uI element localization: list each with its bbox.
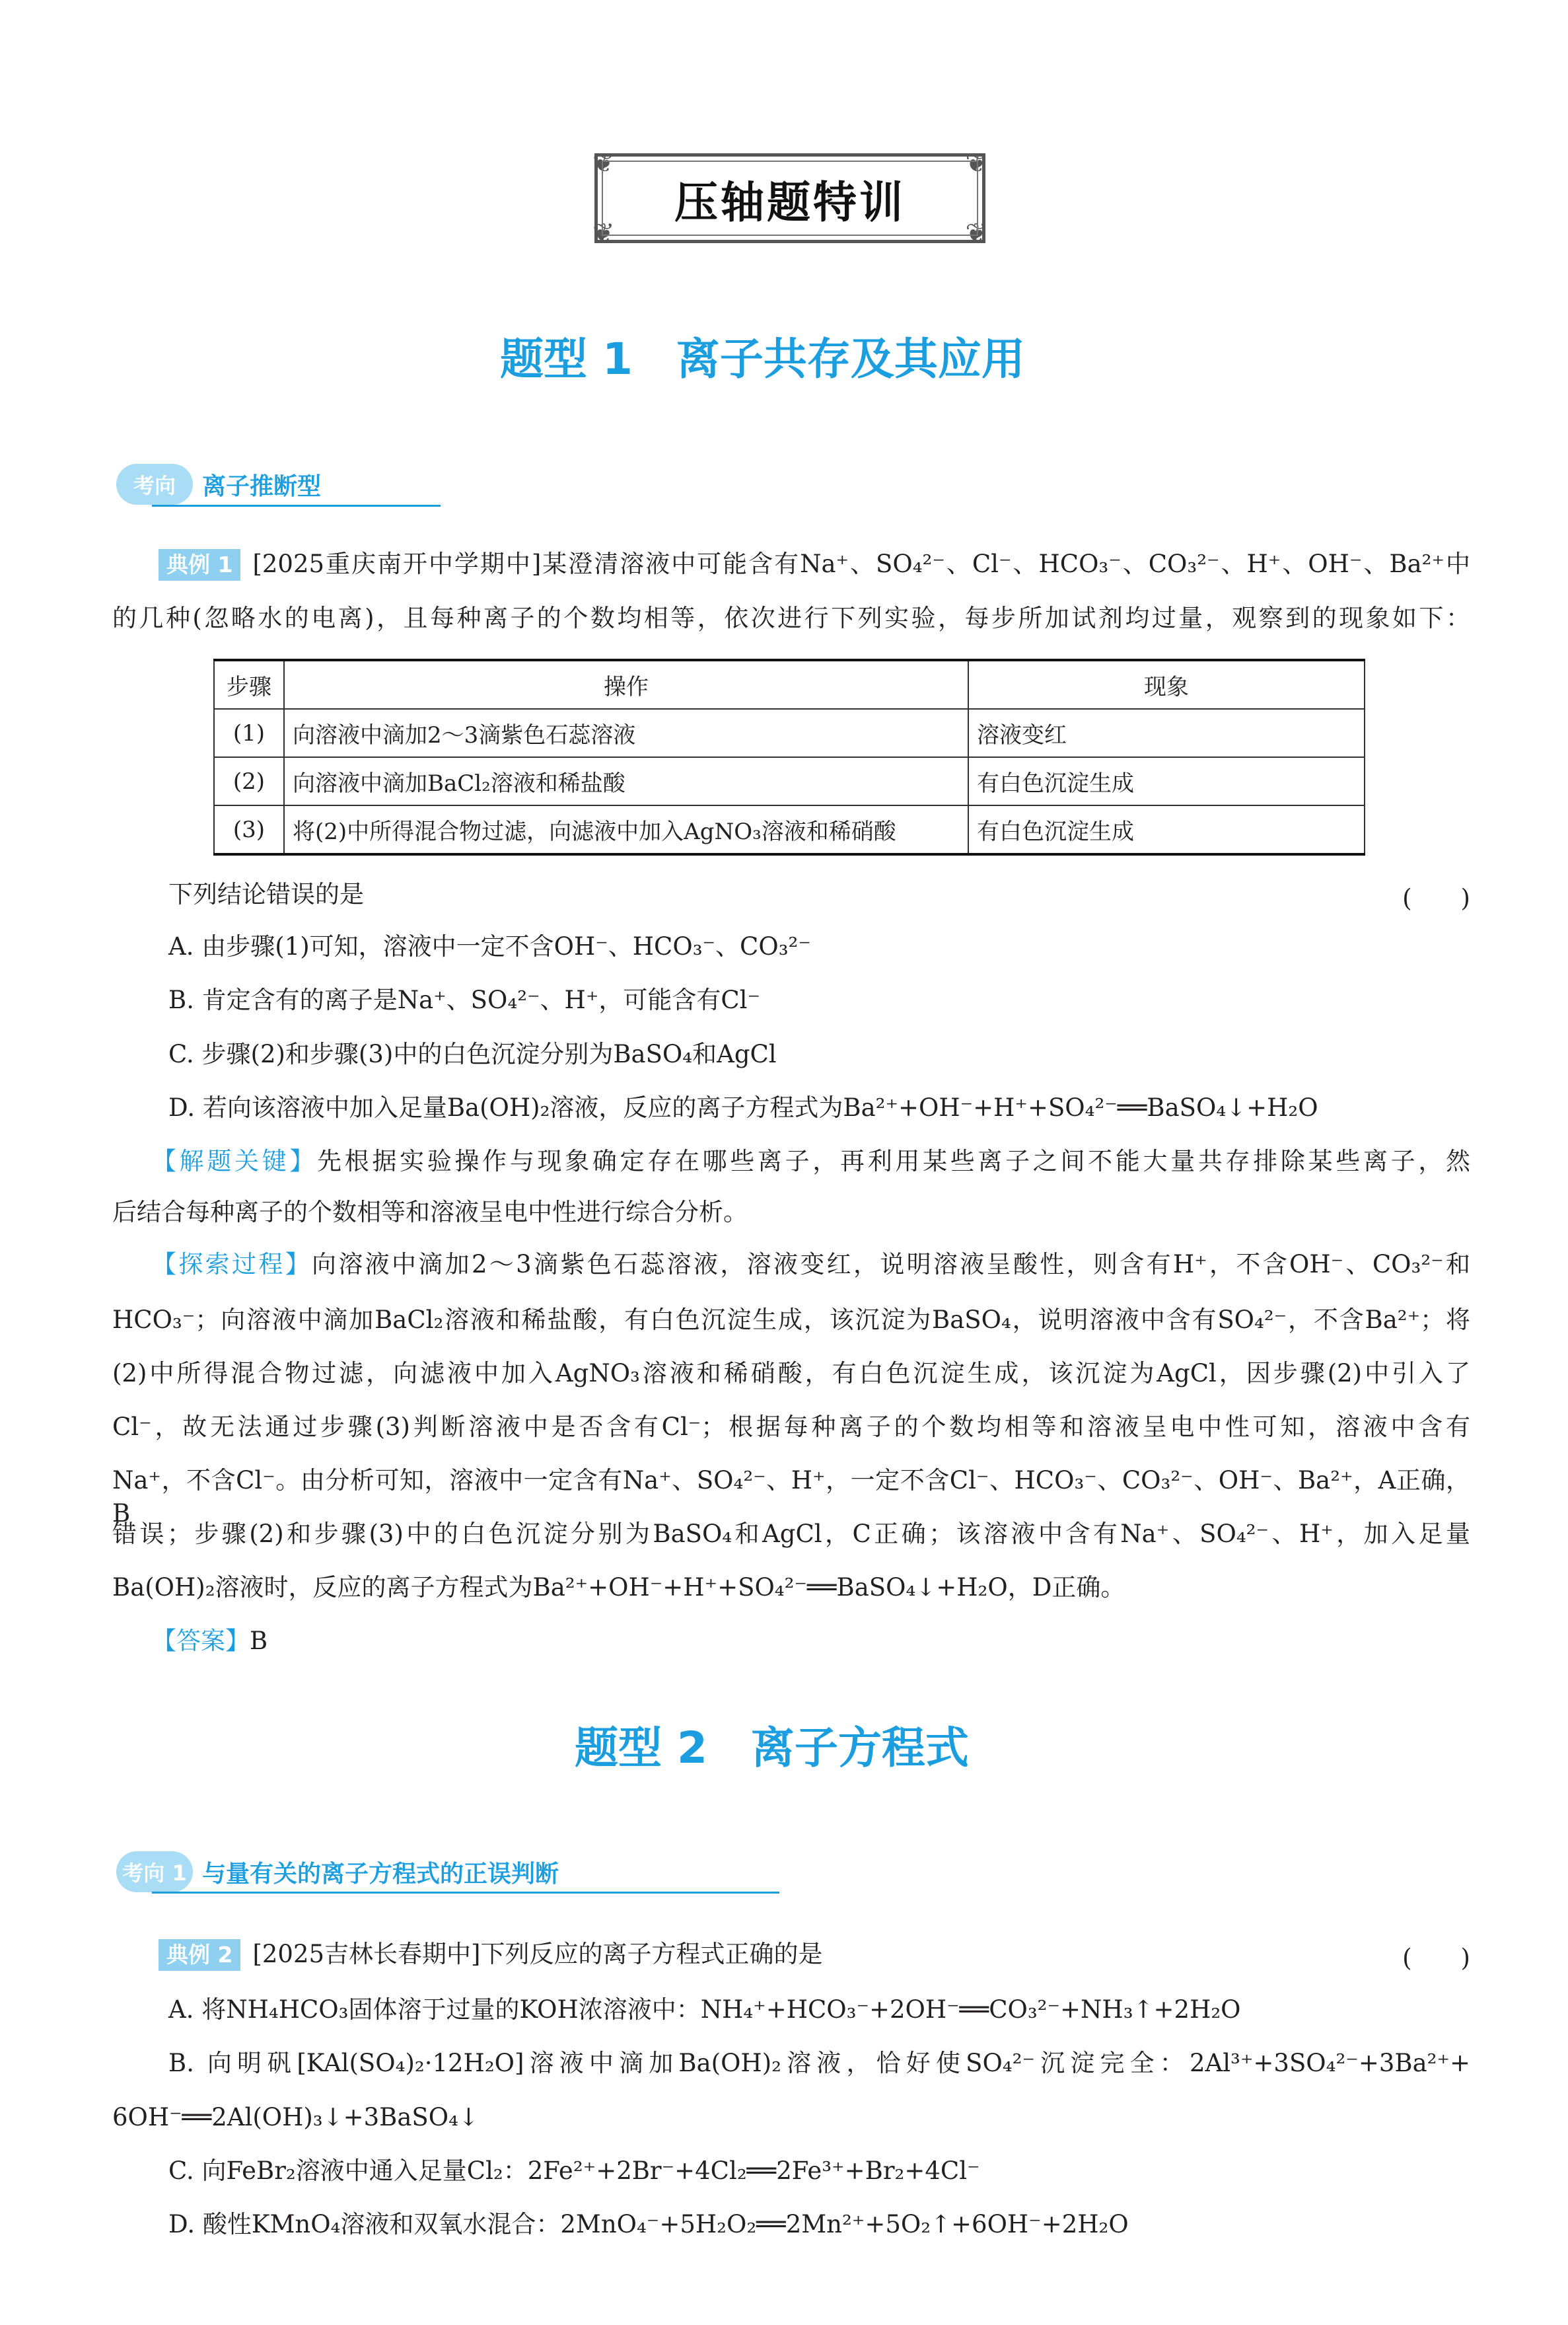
key-text: 先根据实验操作与现象确定存在哪些离子，再利用某些离子之间不能大量共存排除某些离子，然 <box>317 1147 1471 1175</box>
option-b: B. 向明矾[KAl(SO₄)₂·12H₂O]溶液中滴加Ba(OH)₂溶液，恰好使SO₄²⁻沉淀完全：2Al³⁺+3SO₄²⁻+3Ba²⁺+ <box>168 2049 1470 2077</box>
answer-label: 【答案】 <box>152 1627 250 1655</box>
process-text: 向溶液中滴加2～3滴紫色石蕊溶液，溶液变红，说明溶液呈酸性，则含有H⁺，不含OH⁻、CO₃²⁻和 <box>311 1250 1471 1278</box>
process-line: Na⁺，不含Cl⁻。由分析可知，溶液中一定含有Na⁺、SO₄²⁻、H⁺，一定不含Cl⁻、HCO₃⁻、CO₃²⁻、OH⁻、Ba²⁺，A正确，B <box>112 1466 1470 1528</box>
table-header-row <box>214 660 1365 709</box>
table-row <box>214 757 1365 805</box>
answer-line <box>152 1625 267 1658</box>
table-cell: (1) <box>214 709 284 757</box>
page-title: 压轴题特训 <box>674 176 906 228</box>
answer-blank: ( ) <box>1402 1944 1470 1972</box>
example1-stem-line: 的几种(忽略水的电离)，且每种离子的个数均相等，依次进行下列实验，每步所加试剂均过量，观察到的现象如下： <box>112 604 1470 632</box>
table-cell: 向溶液中滴加2～3滴紫色石蕊溶液 <box>284 709 968 757</box>
table-header: 步骤 <box>214 660 284 709</box>
table-header: 现象 <box>968 660 1365 709</box>
table-cell: 有白色沉淀生成 <box>968 757 1365 805</box>
topic-underline <box>152 1892 779 1894</box>
process-line: (2)中所得混合物过滤，向滤液中加入AgNO₃溶液和稀硝酸，有白色沉淀生成，该沉淀为AgCl，因步骤(2)中引入了 <box>112 1359 1470 1387</box>
ornament-icon: ❦ <box>965 148 987 178</box>
table-cell: 溶液变红 <box>968 709 1365 757</box>
example-badge: 典例 1 <box>159 549 240 581</box>
answer-value: B <box>250 1627 268 1655</box>
table-cell: 有白色沉淀生成 <box>968 805 1365 854</box>
topic-header-2 <box>116 1851 559 1892</box>
stem-text: [2025重庆南开中学期中]某澄清溶液中可能含有Na⁺、SO₄²⁻、Cl⁻、HCO₃⁻、CO₃²⁻、H⁺、OH⁻、Ba²⁺中 <box>252 550 1470 578</box>
option-d: D. 酸性KMnO₄溶液和双氧水混合：2MnO₄⁻+5H₂O₂══2Mn²⁺+5O₂↑+6OH⁻+2H₂O <box>168 2210 1129 2238</box>
process-line: 错误；步骤(2)和步骤(3)中的白色沉淀分别为BaSO₄和AgCl，C正确；该溶液中含有Na⁺、SO₄²⁻、H⁺，加入足量 <box>112 1520 1470 1548</box>
table-cell: (2) <box>214 757 284 805</box>
title-frame <box>592 148 987 248</box>
topic-label: 与量有关的离子方程式的正误判断 <box>202 1860 559 1888</box>
topic-label: 离子推断型 <box>202 472 322 500</box>
table-cell: 向溶液中滴加BaCl₂溶液和稀盐酸 <box>284 757 968 805</box>
example1-stem-line <box>159 548 1470 581</box>
ornament-icon: ❦ <box>592 218 615 248</box>
table-cell: (3) <box>214 805 284 854</box>
question-text: 下列结论错误的是 <box>168 880 364 908</box>
process-line: Ba(OH)₂溶液时，反应的离子方程式为Ba²⁺+OH⁻+H⁺+SO₄²⁻══BaSO₄↓+H₂O，D正确。 <box>112 1573 1125 1602</box>
process-line: HCO₃⁻；向溶液中滴加BaCl₂溶液和稀盐酸，有白色沉淀生成，该沉淀为BaSO₄，说明溶液中含有SO₄²⁻，不含Ba²⁺；将 <box>112 1306 1470 1334</box>
section-heading-1: 题型 1 离子共存及其应用 <box>500 334 1025 385</box>
table-row <box>214 805 1365 854</box>
table-row <box>214 709 1365 757</box>
option-d: D. 若向该溶液中加入足量Ba(OH)₂溶液，反应的离子方程式为Ba²⁺+OH⁻+H⁺+SO₄²⁻══BaSO₄↓+H₂O <box>168 1093 1318 1122</box>
ornament-icon: ❦ <box>592 148 615 178</box>
option-a: A. 将NH₄HCO₃固体溶于过量的KOH浓溶液中：NH₄⁺+HCO₃⁻+2OH⁻══CO₃²⁻+NH₃↑+2H₂O <box>168 1995 1241 2024</box>
option-c: C. 向FeBr₂溶液中通入足量Cl₂：2Fe²⁺+2Br⁻+4Cl₂══2Fe³⁺+Br₂+4Cl⁻ <box>168 2157 980 2185</box>
option-a: A. 由步骤(1)可知，溶液中一定不含OH⁻、HCO₃⁻、CO₃²⁻ <box>168 932 811 961</box>
answer-blank: ( ) <box>1402 884 1470 912</box>
topic-badge: 考向 1 <box>116 1851 193 1892</box>
stem-text: [2025吉林长春期中]下列反应的离子方程式正确的是 <box>252 1940 823 1968</box>
option-b: B. 肯定含有的离子是Na⁺、SO₄²⁻、H⁺，可能含有Cl⁻ <box>168 986 761 1014</box>
option-b-continued: 6OH⁻══2Al(OH)₃↓+3BaSO₄↓ <box>112 2103 479 2131</box>
topic-badge: 考向 <box>116 464 193 505</box>
process-label: 【探索过程】 <box>152 1250 312 1278</box>
table-header: 操作 <box>284 660 968 709</box>
topic-header-1 <box>116 464 321 505</box>
section-heading-2: 题型 2 离子方程式 <box>575 1722 969 1773</box>
example-badge: 典例 2 <box>159 1939 240 1971</box>
experiment-table <box>213 659 1365 856</box>
key-line <box>152 1145 1470 1178</box>
example2-stem <box>159 1938 822 1971</box>
ornament-icon: ❦ <box>965 218 987 248</box>
process-line: Cl⁻，故无法通过步骤(3)判断溶液中是否含有Cl⁻；根据每种离子的个数均相等和溶液呈电中性可知，溶液中含有 <box>112 1413 1470 1441</box>
topic-underline <box>152 505 441 507</box>
process-line <box>152 1248 1470 1281</box>
key-label: 【解题关键】 <box>152 1147 318 1175</box>
table-cell: 将(2)中所得混合物过滤，向滤液中加入AgNO₃溶液和稀硝酸 <box>284 805 968 854</box>
option-c: C. 步骤(2)和步骤(3)中的白色沉淀分别为BaSO₄和AgCl <box>168 1040 777 1068</box>
key-line: 后结合每种离子的个数相等和溶液呈电中性进行综合分析。 <box>112 1198 748 1226</box>
